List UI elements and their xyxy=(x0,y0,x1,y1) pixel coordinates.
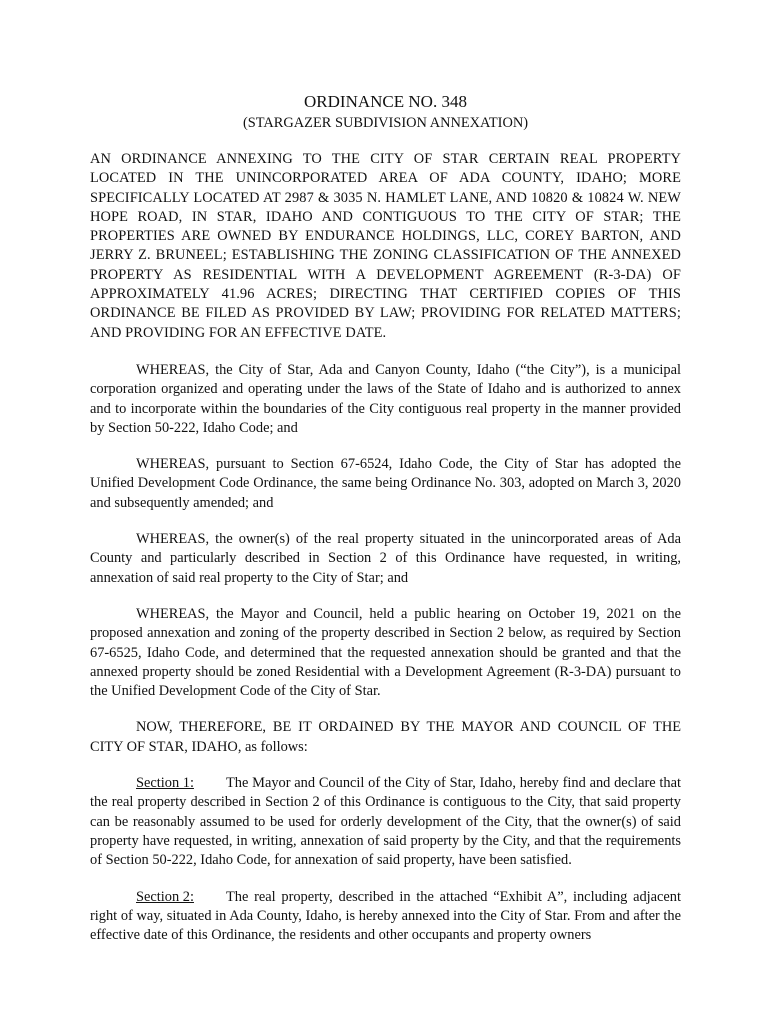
whereas-paragraph-3: WHEREAS, the owner(s) of the real property situated in the unincorporated areas of Ada County and particularly described in Section 2 of this Ordinance have requested, in writing, annexation of said real property to the City of Star; and xyxy=(90,531,681,586)
ordinance-subtitle: (STARGAZER SUBDIVISION ANNEXATION) xyxy=(242,115,529,131)
section-2-text: The real property, described in the attached “Exhibit A”, including adjacent right of way, situated in Ada County, Idaho, is hereby annexed into the City of Star. From and after the effective date of this Ordinance, the residents and other occupants and property owners xyxy=(90,888,681,944)
ordinance-title: ORDINANCE NO. 348 xyxy=(304,92,467,111)
whereas-paragraph-2: WHEREAS, pursuant to Section 67-6524, Idaho Code, the City of Star has adopted the Unified Development Code Ordinance, the same being Ordinance No. 303, adopted on March 3, 2020 and subsequently amended; and xyxy=(90,456,681,511)
section-1-paragraph xyxy=(90,774,681,870)
ordinance-caption: AN ORDINANCE ANNEXING TO THE CITY OF STAR CERTAIN REAL PROPERTY LOCATED IN THE UNINCORPORATED AREA OF ADA COUNTY, IDAHO; MORE SPECIFICALLY LOCATED AT 2987 & 3035 N. HAMLET LANE, AND 10820 & 10824 W. NEW HOPE ROAD, IN STAR, IDAHO AND CONTIGUOUS TO THE CITY OF STAR; THE PROPERTIES ARE OWNED BY ENDURANCE HOLDINGS, LLC, COREY BARTON, AND JERRY Z. BRUNEEL; ESTABLISHING THE ZONING CLASSIFICATION OF THE ANNEXED PROPERTY AS RESIDENTIAL WITH A DEVELOPMENT AGREEMENT (R-3-DA) OF APPROXIMATELY 41.96 ACRES; DIRECTING THAT CERTIFIED COPIES OF THIS ORDINANCE BE FILED AS PROVIDED BY LAW; PROVIDING FOR RELATED MATTERS; AND PROVIDING FOR AN EFFECTIVE DATE. xyxy=(90,151,681,341)
section-1-heading: Section 1: xyxy=(136,775,194,792)
section-2-paragraph xyxy=(90,888,681,946)
document-page xyxy=(90,92,681,945)
whereas-paragraph-4: WHEREAS, the Mayor and Council, held a public hearing on October 19, 2021 on the proposed annexation and zoning of the property described in Section 2 below, as required by Section 67-6525, Idaho Code, and determined that the requested annexation should be granted and that the annexed property should be zoned Residential with a Development Agreement (R-3-DA) pursuant to the Unified Development Code of the City of Star. xyxy=(90,605,681,700)
section-1-text: The Mayor and Council of the City of Star, Idaho, hereby find and declare that the real property described in Section 2 of this Ordinance is contiguous to the City, that said property can be reasonably assumed to be used for orderly development of the City, that the owner(s) of said property have requested, in writing, annexation of said property by the City, and that the requirements of Section 50-222, Idaho Code, for annexation of said property, have been satisfied. xyxy=(90,775,681,869)
ordained-paragraph: NOW, THEREFORE, BE IT ORDAINED BY THE MAYOR AND COUNCIL OF THE CITY OF STAR, IDAHO, as follows: xyxy=(90,719,681,755)
section-2-heading: Section 2: xyxy=(136,888,194,905)
whereas-paragraph-1: WHEREAS, the City of Star, Ada and Canyon County, Idaho (“the City”), is a municipal corporation organized and operating under the laws of the State of Idaho and is authorized to annex and to incorporate within the boundaries of the City contiguous real property in the manner provided by Section 50-222, Idaho Code; and xyxy=(90,361,681,436)
